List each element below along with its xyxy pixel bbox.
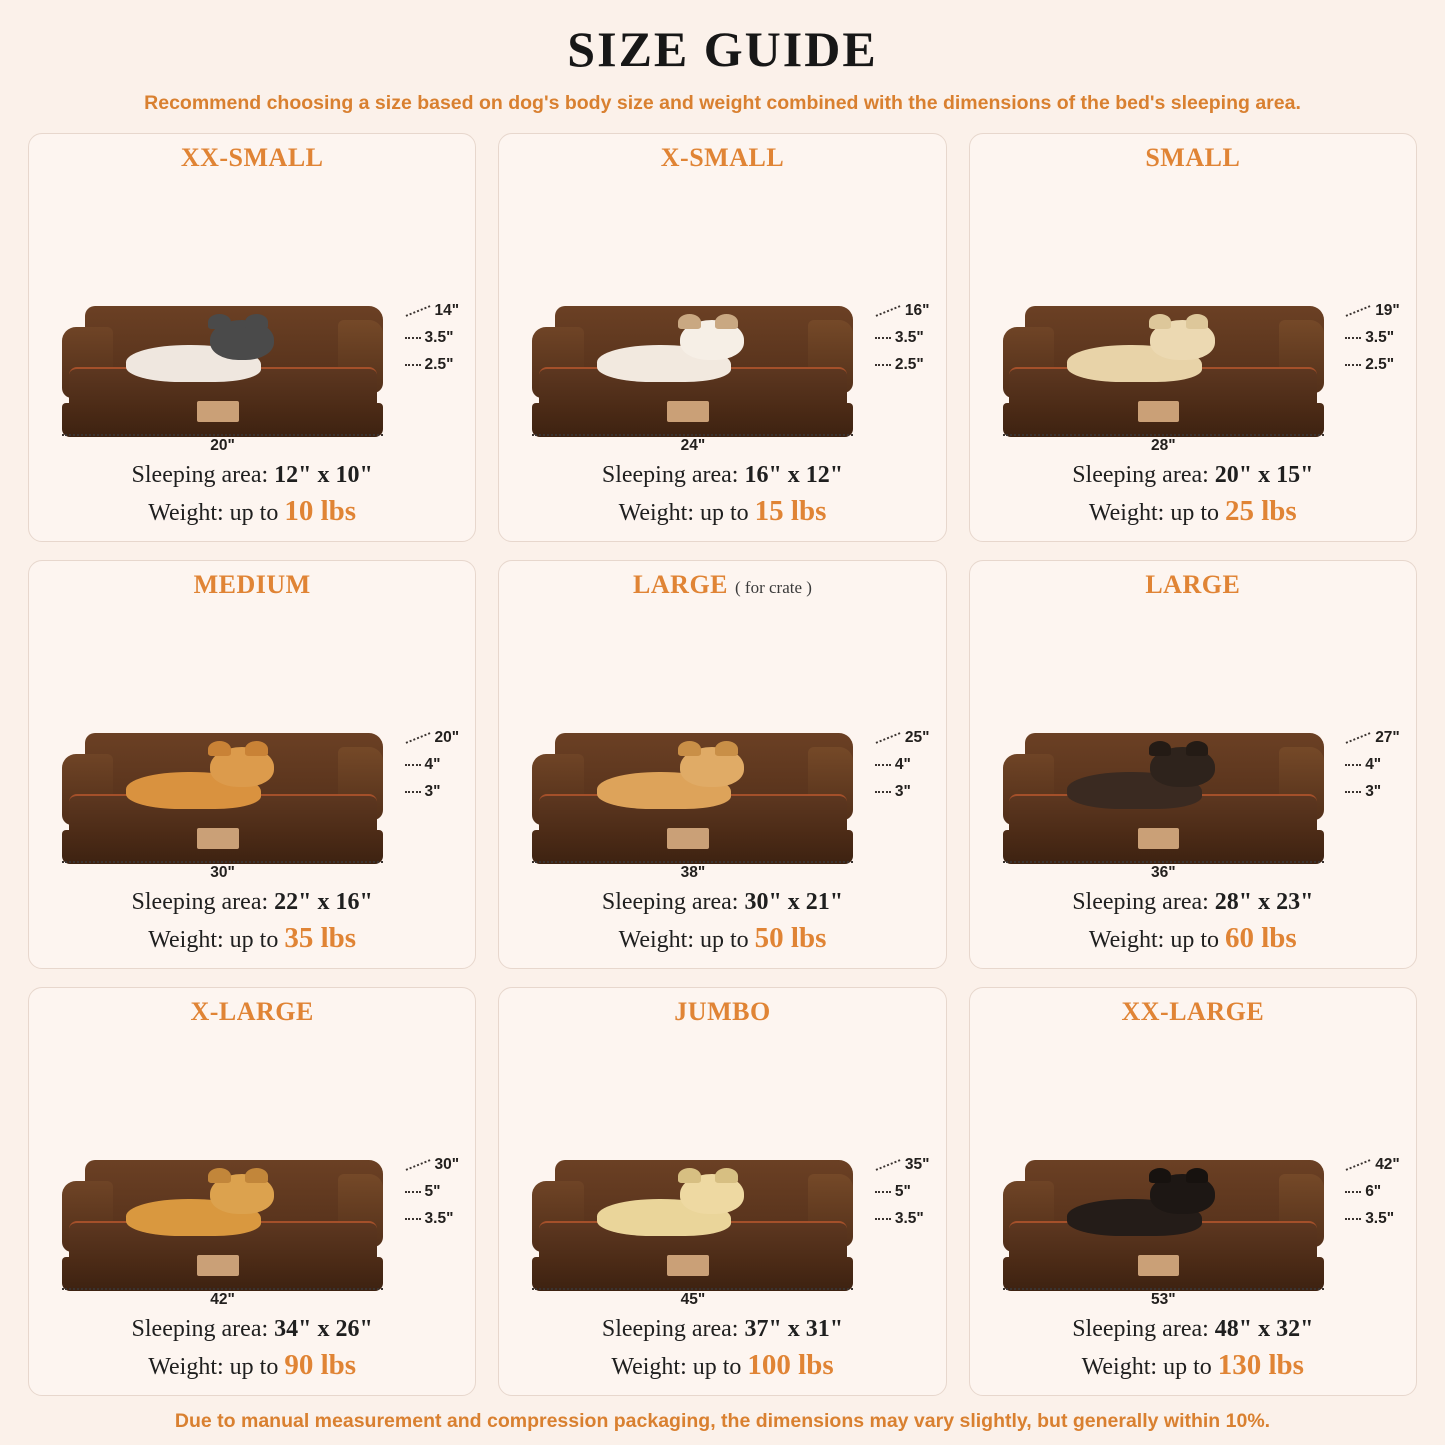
- sleeping-area-value: 34" x 26": [274, 1316, 373, 1343]
- bolster-height-value: 5": [894, 1183, 911, 1201]
- mattress-height-value: 2.5": [1365, 356, 1395, 374]
- leader-line-icon: [875, 732, 900, 744]
- dog-bed-illustration: [1003, 306, 1324, 437]
- width-value: 28": [1150, 437, 1176, 455]
- leader-line-icon: [405, 732, 430, 744]
- bed-brand-tag: [1138, 1255, 1180, 1276]
- width-ruler-icon: [532, 434, 853, 436]
- weight-qualifier: up to: [229, 926, 279, 953]
- size-card: [28, 987, 476, 1396]
- card-specs: [41, 886, 463, 960]
- card-title: [1145, 571, 1240, 600]
- card-specs: [982, 886, 1404, 960]
- height-dimensions: [875, 1156, 930, 1228]
- card-specs: [511, 1313, 933, 1387]
- height-dimensions: [1345, 302, 1400, 374]
- leader-line-icon: [875, 1159, 900, 1171]
- weight-qualifier: up to: [1170, 926, 1219, 953]
- sleeping-area-label: Sleeping area:: [1072, 1316, 1209, 1343]
- height-dimensions: [875, 729, 930, 801]
- weight-line: [41, 492, 463, 531]
- weight-label: Weight:: [1081, 1353, 1158, 1380]
- sleeping-area-value: 12" x 10": [274, 462, 373, 489]
- width-ruler-icon: [1003, 861, 1324, 863]
- leader-line-icon: [405, 1191, 421, 1193]
- width-dimension: [62, 1288, 383, 1309]
- width-value: 24": [680, 437, 706, 455]
- width-value: 53": [1150, 1291, 1176, 1309]
- leader-line-icon: [1345, 764, 1361, 766]
- weight-value: 60 lbs: [1224, 921, 1297, 954]
- sleeping-area-label: Sleeping area:: [601, 462, 739, 489]
- width-ruler-icon: [1003, 434, 1324, 436]
- weight-value: 10 lbs: [284, 494, 357, 527]
- mattress-height-value: 3.5": [1365, 1210, 1395, 1228]
- sleeping-area-line: [511, 886, 933, 918]
- sleeping-area-label: Sleeping area:: [131, 462, 269, 489]
- sleeping-area-label: Sleeping area:: [131, 1316, 269, 1343]
- card-size-name: MEDIUM: [193, 570, 311, 599]
- sleeping-area-value: 20" x 15": [1214, 462, 1314, 489]
- leader-line-icon: [1346, 732, 1371, 744]
- dog-bed-illustration: [532, 306, 853, 437]
- weight-label: Weight:: [148, 926, 224, 953]
- bolster-height-value: 4": [894, 756, 911, 774]
- sleeping-area-line: [511, 459, 933, 491]
- width-dimension: [1003, 1288, 1324, 1309]
- sleeping-area-line: [41, 886, 463, 918]
- sleeping-area-line: [982, 886, 1404, 918]
- animal-corgi: [113, 749, 273, 809]
- bed-figure: [982, 602, 1404, 887]
- leader-line-icon: [405, 1159, 430, 1171]
- leader-line-icon: [1345, 337, 1361, 339]
- weight-qualifier: up to: [1170, 499, 1219, 526]
- weight-qualifier: up to: [229, 499, 279, 526]
- total-height-value: 30": [434, 1156, 460, 1174]
- width-dimension: [62, 861, 383, 882]
- sleeping-area-value: 22" x 16": [274, 889, 373, 916]
- card-title: [190, 998, 313, 1027]
- bed-figure: [41, 175, 463, 460]
- leader-line-icon: [875, 791, 891, 793]
- height-dimensions: [405, 729, 460, 801]
- height-dimensions: [405, 302, 460, 374]
- bolster-height-value: 6": [1365, 1183, 1382, 1201]
- weight-value: 100 lbs: [747, 1348, 834, 1381]
- leader-line-icon: [405, 764, 421, 766]
- bed-brand-tag: [1138, 401, 1180, 422]
- dog-bed-illustration: [62, 306, 383, 437]
- sleeping-area-line: [511, 1313, 933, 1345]
- card-title: [194, 571, 311, 600]
- leader-line-icon: [875, 1191, 891, 1193]
- leader-line-icon: [875, 305, 900, 317]
- total-height-value: 16": [904, 302, 930, 320]
- leader-line-icon: [405, 305, 430, 317]
- bolster-height-value: 4": [1365, 756, 1382, 774]
- bed-figure: [511, 175, 933, 460]
- leader-line-icon: [1345, 364, 1361, 366]
- weight-line: [511, 492, 933, 531]
- dog-bed-illustration: [62, 733, 383, 864]
- sleeping-area-value: 37" x 31": [744, 1316, 844, 1343]
- page-subtitle: Recommend choosing a size based on dog's body size and weight combined with the dimensions of the bed's sleeping area.: [144, 92, 1301, 114]
- size-card: [969, 560, 1417, 969]
- bed-figure: [982, 1029, 1404, 1314]
- leader-line-icon: [405, 1218, 421, 1220]
- sleeping-area-line: [41, 1313, 463, 1345]
- width-ruler-icon: [1003, 1288, 1324, 1290]
- width-dimension: [532, 1288, 853, 1309]
- width-ruler-icon: [62, 434, 383, 436]
- width-dimension: [1003, 434, 1324, 455]
- card-size-name: XX-LARGE: [1121, 997, 1265, 1026]
- height-dimensions: [1345, 729, 1400, 801]
- width-ruler-icon: [532, 1288, 853, 1290]
- weight-label: Weight:: [618, 499, 694, 526]
- leader-line-icon: [1345, 1218, 1361, 1220]
- width-ruler-icon: [62, 1288, 383, 1290]
- card-size-name: LARGE: [633, 570, 729, 599]
- weight-line: [511, 1346, 933, 1385]
- weight-label: Weight:: [1088, 499, 1165, 526]
- total-height-value: 20": [434, 729, 460, 747]
- total-height-value: 27": [1375, 729, 1400, 747]
- weight-qualifier: up to: [229, 1353, 279, 1380]
- card-title: [674, 998, 770, 1027]
- sleeping-area-line: [982, 459, 1404, 491]
- bed-figure: [41, 1029, 463, 1314]
- animal-golden-retriever: [113, 1176, 273, 1236]
- size-card: [498, 987, 946, 1396]
- card-specs: [41, 459, 463, 533]
- sleeping-area-label: Sleeping area:: [131, 889, 269, 916]
- animal-rottweiler: [1054, 1176, 1215, 1236]
- leader-line-icon: [1345, 1191, 1361, 1193]
- size-card-grid: [28, 133, 1417, 1396]
- leader-line-icon: [1346, 305, 1371, 317]
- bed-brand-tag: [197, 828, 239, 849]
- card-size-name: JUMBO: [674, 997, 771, 1026]
- leader-line-icon: [405, 364, 421, 366]
- mattress-height-value: 3.5": [894, 1210, 924, 1228]
- width-ruler-icon: [62, 861, 383, 863]
- bed-brand-tag: [197, 1255, 239, 1276]
- card-size-note: ( for crate ): [735, 578, 812, 597]
- bolster-height-value: 4": [424, 756, 441, 774]
- width-value: 20": [210, 437, 235, 455]
- weight-label: Weight:: [618, 926, 694, 953]
- size-card: [498, 560, 946, 969]
- bed-figure: [982, 175, 1404, 460]
- animal-border-collie: [1054, 749, 1215, 809]
- page-title: SIZE GUIDE: [567, 21, 878, 77]
- footnote: Due to manual measurement and compression packaging, the dimensions may vary slightly, but generally within 10%.: [174, 1410, 1271, 1432]
- weight-line: [41, 1346, 463, 1385]
- card-size-name: LARGE: [1145, 570, 1241, 599]
- weight-label: Weight:: [611, 1353, 687, 1380]
- card-size-name: X-SMALL: [660, 143, 785, 172]
- bed-figure: [511, 1029, 933, 1314]
- sleeping-area-label: Sleeping area:: [601, 1316, 739, 1343]
- bed-brand-tag: [197, 401, 239, 422]
- bed-brand-tag: [667, 1255, 709, 1276]
- width-ruler-icon: [532, 861, 853, 863]
- dog-bed-illustration: [62, 1160, 383, 1291]
- mattress-height-value: 3": [1365, 783, 1382, 801]
- weight-value: 35 lbs: [284, 921, 357, 954]
- weight-label: Weight:: [148, 499, 224, 526]
- leader-line-icon: [405, 337, 421, 339]
- card-size-name: SMALL: [1145, 143, 1241, 172]
- leader-line-icon: [875, 364, 891, 366]
- card-specs: [511, 459, 933, 533]
- card-size-name: XX-SMALL: [180, 143, 324, 172]
- card-specs: [982, 1313, 1404, 1387]
- weight-qualifier: up to: [699, 499, 749, 526]
- bed-brand-tag: [667, 401, 709, 422]
- size-card: [28, 133, 476, 542]
- size-card: [498, 133, 946, 542]
- card-title: [633, 571, 812, 600]
- width-dimension: [532, 861, 853, 882]
- leader-line-icon: [405, 791, 421, 793]
- bolster-height-value: 3.5": [1365, 329, 1395, 347]
- total-height-value: 25": [904, 729, 930, 747]
- mattress-height-value: 2.5": [894, 356, 924, 374]
- bed-brand-tag: [667, 828, 709, 849]
- weight-label: Weight:: [148, 1353, 224, 1380]
- leader-line-icon: [1345, 791, 1361, 793]
- card-title: [181, 144, 324, 173]
- total-height-value: 42": [1375, 1156, 1400, 1174]
- dog-bed-illustration: [1003, 1160, 1324, 1291]
- sleeping-area-value: 16" x 12": [744, 462, 844, 489]
- height-dimensions: [875, 302, 930, 374]
- mattress-height-value: 3": [894, 783, 911, 801]
- bed-brand-tag: [1138, 828, 1180, 849]
- weight-label: Weight:: [1088, 926, 1165, 953]
- width-dimension: [62, 434, 383, 455]
- mattress-height-value: 3": [424, 783, 441, 801]
- width-value: 30": [210, 864, 235, 882]
- leader-line-icon: [875, 764, 891, 766]
- dog-bed-illustration: [1003, 733, 1324, 864]
- animal-shiba-inu: [584, 749, 744, 809]
- card-size-name: X-LARGE: [190, 997, 314, 1026]
- bed-figure: [41, 602, 463, 887]
- weight-line: [41, 919, 463, 958]
- weight-value: 25 lbs: [1224, 494, 1297, 527]
- sleeping-area-value: 30" x 21": [744, 889, 844, 916]
- total-height-value: 14": [434, 302, 460, 320]
- total-height-value: 35": [904, 1156, 930, 1174]
- height-dimensions: [405, 1156, 460, 1228]
- mattress-height-value: 2.5": [424, 356, 454, 374]
- sleeping-area-line: [982, 1313, 1404, 1345]
- sleeping-area-label: Sleeping area:: [601, 889, 739, 916]
- weight-value: 130 lbs: [1217, 1348, 1304, 1381]
- size-card: [969, 133, 1417, 542]
- leader-line-icon: [875, 337, 891, 339]
- animal-labrador: [584, 1176, 744, 1236]
- width-value: 45": [680, 1291, 706, 1309]
- card-specs: [41, 1313, 463, 1387]
- card-title: [1145, 144, 1240, 173]
- leader-line-icon: [1346, 1159, 1371, 1171]
- card-specs: [511, 886, 933, 960]
- animal-cat: [113, 322, 273, 382]
- height-dimensions: [1345, 1156, 1400, 1228]
- bolster-height-value: 3.5": [894, 329, 924, 347]
- animal-shih-tzu: [584, 322, 744, 382]
- width-dimension: [1003, 861, 1324, 882]
- weight-line: [982, 1346, 1404, 1385]
- weight-qualifier: up to: [1163, 1353, 1212, 1380]
- mattress-height-value: 3.5": [424, 1210, 454, 1228]
- leader-line-icon: [875, 1218, 891, 1220]
- weight-qualifier: up to: [692, 1353, 742, 1380]
- dog-bed-illustration: [532, 1160, 853, 1291]
- animal-french-bulldog: [1054, 322, 1215, 382]
- width-value: 36": [1150, 864, 1176, 882]
- size-card: [969, 987, 1417, 1396]
- bolster-height-value: 3.5": [424, 329, 454, 347]
- card-title: [661, 144, 784, 173]
- bolster-height-value: 5": [424, 1183, 441, 1201]
- sleeping-area-value: 48" x 32": [1214, 1316, 1314, 1343]
- weight-value: 15 lbs: [754, 494, 827, 527]
- total-height-value: 19": [1375, 302, 1400, 320]
- size-card: [28, 560, 476, 969]
- width-value: 42": [210, 1291, 235, 1309]
- card-title: [1121, 998, 1264, 1027]
- sleeping-area-line: [41, 459, 463, 491]
- weight-line: [982, 492, 1404, 531]
- weight-line: [982, 919, 1404, 958]
- width-dimension: [532, 434, 853, 455]
- sleeping-area-label: Sleeping area:: [1072, 889, 1209, 916]
- card-specs: [982, 459, 1404, 533]
- weight-value: 90 lbs: [284, 1348, 357, 1381]
- bed-figure: [511, 602, 933, 887]
- weight-value: 50 lbs: [754, 921, 827, 954]
- sleeping-area-label: Sleeping area:: [1072, 462, 1209, 489]
- weight-line: [511, 919, 933, 958]
- sleeping-area-value: 28" x 23": [1214, 889, 1314, 916]
- weight-qualifier: up to: [699, 926, 749, 953]
- dog-bed-illustration: [532, 733, 853, 864]
- width-value: 38": [680, 864, 706, 882]
